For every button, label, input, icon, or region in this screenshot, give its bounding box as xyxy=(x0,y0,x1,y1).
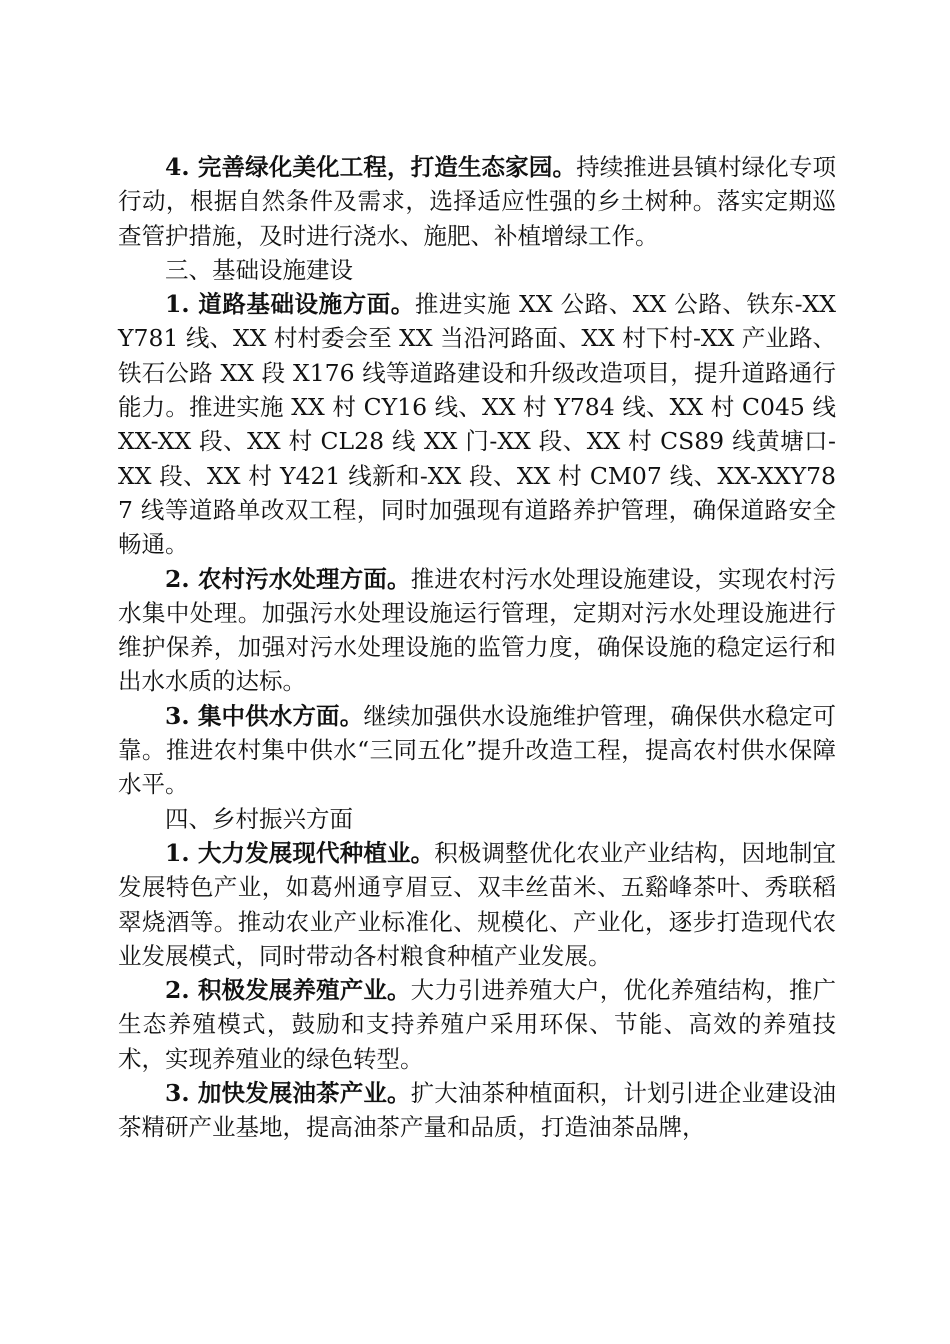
paragraph-body: 推进农村污水处理设施建设，实现农村污水集中处理。加强污水处理设施运行管理，定期对污水处理设施进行维护保养，加强对污水处理设施的监管力度，确保设施的稳定运行和出水水质的达标。 xyxy=(118,564,837,696)
paragraph-body: 继续加强供水设施维护管理，确保供水稳定可靠。推进农村集中供水“三同五化”提升改造工程，提高农村供水保障水平。 xyxy=(118,701,837,799)
paragraph-lead: 4. 完善绿化美化工程，打造生态家园。 xyxy=(165,153,577,181)
section-heading-rural-revitalization: 四、乡村振兴方面 xyxy=(165,804,353,833)
paragraph-body: 大力引进养殖大户，优化养殖结构，推广生态养殖模式，鼓励和支持养殖户采用环保、节能、高效的养殖技术，实现养殖业的绿色转型。 xyxy=(118,976,837,1073)
paragraph-lead: 1. 道路基础设施方面。 xyxy=(165,290,415,319)
paragraph-planting xyxy=(118,836,836,973)
section-heading-infrastructure: 三、基础设施建设 xyxy=(165,255,353,284)
paragraph-body: 扩大油茶种植面积，计划引进企业建设油茶精研产业基地，提高油茶产量和品质，打造油茶品牌， xyxy=(118,1079,837,1142)
paragraph-water-supply xyxy=(118,699,836,802)
paragraph-lead: 2. 积极发展养殖产业。 xyxy=(165,976,411,1005)
paragraph-greening xyxy=(118,150,836,253)
paragraph-sewage xyxy=(118,562,836,699)
document-page xyxy=(118,150,836,1145)
paragraph-body: 积极调整优化农业产业结构，因地制宜发展特色产业，如葛州通亨眉豆、双丰丝苗米、五谿峰茶叶、秀联稻翠烧酒等。推动农业产业标准化、规模化、产业化，逐步打造现代农业发展模式，同时带动各村粮食种植产业发展。 xyxy=(118,838,837,970)
paragraph-body: 持续推进县镇村绿化专项行动，根据自然条件及需求，选择适应性强的乡土树种。落实定期巡查管护措施，及时进行浇水、施肥、补植增绿工作。 xyxy=(118,153,837,250)
paragraph-camellia-oil xyxy=(118,1076,836,1145)
paragraph-lead: 2. 农村污水处理方面。 xyxy=(165,564,411,593)
paragraph-lead: 3. 集中供水方面。 xyxy=(165,701,364,730)
paragraph-lead: 3. 加快发展油茶产业。 xyxy=(165,1079,411,1108)
paragraph-breeding xyxy=(118,973,836,1076)
paragraph-lead: 1. 大力发展现代种植业。 xyxy=(165,838,435,867)
paragraph-roads xyxy=(118,287,836,561)
paragraph-body: 推进实施 XX 公路、XX 公路、铁东-XXY781 线、XX 村村委会至 XX 当沿河路面、XX 村下村-XX 产业路、铁石公路 XX 段 X176 线等道路建设和升级改造项目，提升道路通行能力。推进实施 XX 村 CY16 线、XX 村 Y784 线、XX 村 C045 线 XX-XX 段、XX 村 CL28 线 XX 门-XX 段、XX 村 CS89 线黄塘口-XX 段、XX 村 Y421 线新和-XX 段、XX 村 CM07 线、XX-XXY787 线等道路单改双工程，同时加强现有道路养护管理，确保道路安全畅通。 xyxy=(118,290,837,559)
